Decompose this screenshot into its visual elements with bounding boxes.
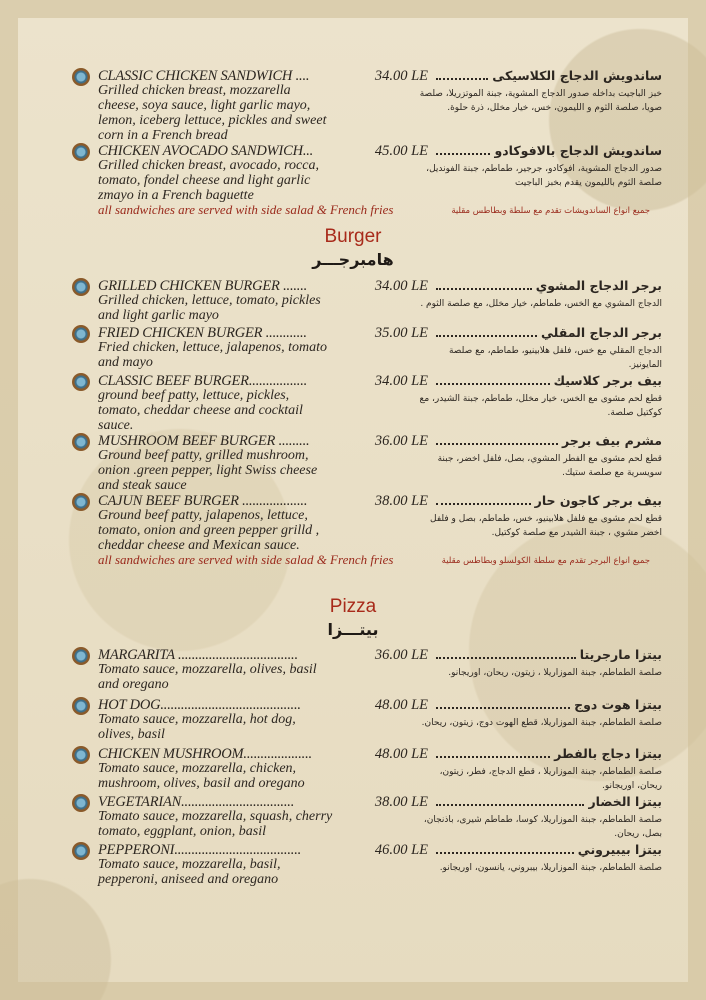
item-description: Ground beef patty, grilled mushroom, onion .green pepper, light Swiss cheese and steak sauce [98, 448, 318, 493]
round-badge-icon [72, 373, 90, 391]
dot-leader [436, 795, 584, 806]
item-name: HOT DOG......................................... [98, 697, 301, 713]
item-price: 36.00 LE [374, 647, 428, 663]
item-name: CAJUN BEEF BURGER ................... [98, 493, 308, 509]
dot-leader [436, 279, 532, 290]
item-description: Tomato sauce, mozzarella, olives, basil and oregano [98, 662, 317, 692]
item-description-arabic: الدجاج المقلي مع خس، فلفل هلابينيو، طماطم، مع صلصة المايونيز. [448, 346, 662, 370]
sandwich-note-en: all sandwiches are served with side salad & French fries [98, 202, 394, 217]
dot-leader [436, 326, 537, 337]
item-description-arabic: قطع لحم مشوى مع فلفل هلابينيو، خس، طماطم، بصل و فلفل اخضر مشوي ، جبنة الشيدر مع صلصة كوكتيل. [430, 514, 662, 538]
burger-title-en: Burger [324, 226, 382, 247]
dot-leader [436, 144, 490, 155]
round-badge-icon [72, 746, 90, 764]
round-badge-icon [72, 143, 90, 161]
item-description: Tomato sauce, mozzarella, squash, cherry tomato, eggplant, onion, basil [98, 809, 333, 839]
item-name-arabic: بيتزا دجاج بالفطر [554, 746, 662, 761]
dot-leader [436, 434, 558, 445]
item-price: 34.00 LE [374, 373, 428, 389]
item-title-line-arabic [436, 794, 662, 809]
dot-leader [436, 69, 488, 80]
pizza-title-en: Pizza [329, 596, 377, 617]
dot-leader [436, 374, 550, 385]
item-description: Grilled chicken breast, mozzarella cheese, soya sauce, light garlic mayo, lemon, iceberg lettuce, pickles and sweet corn in a French bread [98, 83, 327, 143]
item-price: 46.00 LE [374, 842, 428, 858]
item-name-arabic: بيتزا بيبيروني [577, 842, 662, 857]
burger-note-en: all sandwiches are served with side salad & French fries [98, 552, 394, 567]
dot-leader [436, 698, 570, 709]
item-name-arabic: مشرم بيف برجر [561, 433, 662, 448]
item-description-arabic: خبز الباجيت بداخله صدور الدجاج المشوية، جبنة الموتزريلا، صلصة صويا، صلصة الثوم و الليمون، خس، خيار مخلل، ذرة حلوة. [419, 89, 662, 113]
pizza-title-ar: بيتـــزا [327, 620, 379, 639]
item-description: Tomato sauce, mozzarella, hot dog, olives, basil [98, 712, 296, 742]
item-title-line-arabic [436, 842, 662, 857]
item-price: 45.00 LE [374, 143, 428, 159]
item-title-line-arabic [436, 493, 662, 508]
item-description: ground beef patty, lettuce, pickles, tomato, cheddar cheese and cocktail sauce. [98, 388, 303, 433]
item-name-arabic: ساندويش الدجاج الكلاسيكى [492, 68, 662, 83]
item-description: Grilled chicken breast, avocado, rocca, tomato, fondel cheese and light garlic zmayo in a French baguette [98, 158, 319, 203]
item-title-line-arabic [436, 278, 662, 293]
item-description: Ground beef patty, jalapenos, lettuce, tomato, onion and green pepper grilld , cheddar cheese and Mexican sauce. [98, 508, 320, 553]
round-badge-icon [72, 842, 90, 860]
item-name-arabic: بيف برجر كلاسيك [553, 373, 662, 388]
item-name-arabic: ساندويش الدجاج بالافوكادو [494, 143, 662, 158]
item-description: Tomato sauce, mozzarella, basil, pepperoni, aniseed and oregano [98, 857, 281, 887]
item-description: Fried chicken, lettuce, jalapenos, tomato and mayo [98, 340, 327, 370]
round-badge-icon [72, 433, 90, 451]
item-price: 35.00 LE [374, 325, 428, 341]
item-description-arabic: صلصة الطماطم، جبنة الموزاريلا، قطع الهوت دوج، زيتون، ريحان. [421, 718, 662, 728]
burger-title-ar: هامبرجـــر [312, 250, 394, 269]
item-description-arabic: صلصة الطماطم، جبنة الموزاريلا، كوسا، طماطم شيرى، باذنجان، بصل، ريحان. [423, 815, 662, 839]
item-description-arabic: قطع لحم مشوى مع الخس، خيار مخلل، طماطم، جبنة الشيدر، مع كوكتيل صلصة. [419, 394, 662, 418]
round-badge-icon [72, 68, 90, 86]
item-description-arabic: صلصة الطماطم، جبنة الموزاريلا ، قطع الدجاج، فطر، زيتون، ريحان، اوريجانو. [439, 767, 662, 791]
item-price: 34.00 LE [374, 68, 428, 84]
item-title-line-arabic [436, 746, 662, 761]
item-name: MARGARITA ................................... [98, 647, 298, 663]
round-badge-icon [72, 325, 90, 343]
item-name: CLASSIC BEEF BURGER................. [98, 373, 308, 389]
item-name: CHICKEN AVOCADO SANDWICH... [98, 143, 314, 159]
item-price: 36.00 LE [374, 433, 428, 449]
item-name: CLASSIC CHICKEN SANDWICH .... [98, 68, 310, 84]
item-name-arabic: برجر الدجاج المقلي [541, 325, 662, 340]
item-name: FRIED CHICKEN BURGER ............ [98, 325, 307, 341]
item-title-line-arabic [436, 143, 662, 158]
round-badge-icon [72, 794, 90, 812]
item-name-arabic: بيتزا هوت دوج [574, 697, 662, 712]
item-description-arabic: الدجاج المشوي مع الخس، طماطم، خيار مخلل، مع صلصة الثوم . [420, 299, 662, 309]
item-name: PEPPERONI..................................... [98, 842, 302, 858]
dot-leader [436, 494, 531, 505]
item-name-arabic: برجر الدجاج المشوي [535, 278, 662, 293]
item-title-line-arabic [436, 325, 662, 340]
item-name-arabic: بيتزا الخضار [588, 794, 662, 809]
item-title-line-arabic [436, 68, 662, 83]
item-description-arabic: صدور الدجاج المشوية، افوكادو، جرجير، طماطم، جبنة الفونديل، صلصة الثوم بالليمون يقدم بخبز الباجيت [426, 164, 662, 188]
item-name: MUSHROOM BEEF BURGER ......... [98, 433, 310, 449]
item-price: 38.00 LE [374, 493, 428, 509]
item-price: 48.00 LE [374, 746, 428, 762]
dot-leader [436, 648, 576, 659]
item-description-arabic: صلصة الطماطم، جبنة الموزاريلا ، زيتون، ريحان، اوريجانو. [448, 668, 662, 678]
round-badge-icon [72, 278, 90, 296]
item-name: CHICKEN MUSHROOM.................... [98, 746, 312, 762]
sandwich-note-ar: جميع انواع الساندويشات تقدم مع سلطة وبطاطس مقلية [451, 206, 650, 216]
dot-leader [436, 747, 550, 758]
item-title-line-arabic [436, 433, 662, 448]
round-badge-icon [72, 697, 90, 715]
item-price: 34.00 LE [374, 278, 428, 294]
item-description-arabic: صلصة الطماطم، جبنة الموزاريلا، بيبروني، يانسون، اوريجانو. [439, 863, 662, 873]
item-price: 48.00 LE [374, 697, 428, 713]
item-name: GRILLED CHICKEN BURGER ....... [98, 278, 308, 294]
item-title-line-arabic [436, 373, 662, 388]
round-badge-icon [72, 647, 90, 665]
item-name: VEGETARIAN................................. [98, 794, 295, 810]
item-title-line-arabic [436, 697, 662, 712]
item-title-line-arabic [436, 647, 662, 662]
item-name-arabic: بيف برجر كاجون حار [534, 493, 662, 508]
item-description-arabic: قطع لحم مشوى مع الفطر المشوي، بصل، فلفل اخضر، جبنة سويسرية مع صلصة ستيك. [437, 454, 662, 478]
dot-leader [436, 843, 574, 854]
burger-note-ar: جميع انواع البرجر تقدم مع سلطة الكولسلو وبطاطس مقلية [441, 556, 650, 566]
round-badge-icon [72, 493, 90, 511]
item-name-arabic: بيتزا مارجريتا [579, 647, 662, 662]
item-description: Tomato sauce, mozzarella, chicken, mushroom, olives, basil and oregano [98, 761, 305, 791]
item-price: 38.00 LE [374, 794, 428, 810]
item-description: Grilled chicken, lettuce, tomato, pickles and light garlic mayo [98, 293, 321, 323]
